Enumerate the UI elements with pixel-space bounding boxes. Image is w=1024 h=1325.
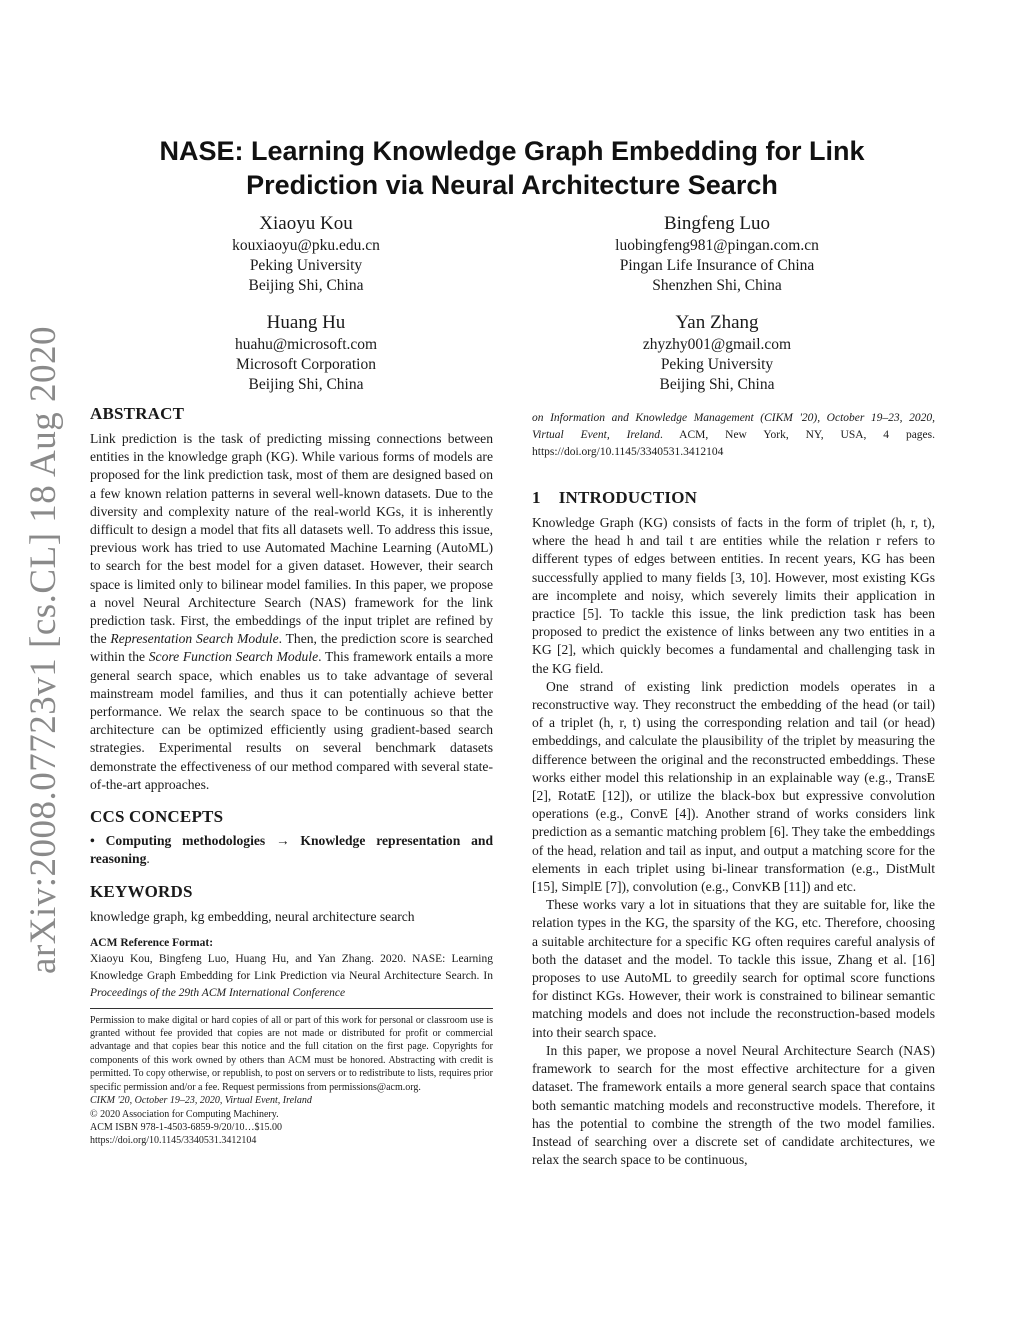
keywords-text: knowledge graph, kg embedding, neural architecture search (90, 909, 415, 925)
abstract-heading: ABSTRACT (90, 404, 185, 423)
author-name: Yan Zhang (675, 312, 759, 333)
paper-title: NASE: Learning Knowledge Graph Embedding for Link Prediction via Neural Architecture Search (159, 136, 865, 200)
right-column (532, 410, 935, 1169)
permission-notice (90, 1014, 493, 1148)
permission-text: Permission to make digital or hard copies of all or part of this work for personal or classroom use is granted without fee provided that copies are not made or distributed for profit or commercial advantage and that copies bear this notice and the full citation on the first page. Copyrights for components of this work owned by others than ACM must be honored. Abstracting with credit is permitted. To copy otherwise, or republish, to post on servers or to redistribute to lists, requires prior specific permission and/or a fee. Request permissions from permissions@acm.org. (90, 1014, 493, 1093)
author-affiliation: Peking University (249, 257, 363, 274)
author-name: Xiaoyu Kou (259, 213, 353, 234)
acm-reference-venue: Proceedings of the 29th ACM International Conference (90, 986, 346, 999)
author-email: kouxiaoyu@pku.edu.cn (232, 237, 380, 254)
copyright-line: © 2020 Association for Computing Machinery. (90, 1108, 279, 1120)
author-block (141, 213, 471, 296)
isbn-line: ACM ISBN 978-1-4503-6859-9/20/10…$15.00 (90, 1121, 282, 1133)
introduction-heading: 1 INTRODUCTION (532, 488, 698, 507)
conference-line: CIKM '20, October 19–23, 2020, Virtual Event, Ireland (90, 1095, 312, 1107)
author-block (141, 312, 471, 395)
abstract-text: Link prediction is the task of predicting missing connections between entities in the knowledge graph (KG). While various forms of models are proposed for the link prediction task, most of them are designed based on a few known relation patterns in several well-known datasets. Due to the diversity and complexity nature of the real-world KGs, it is inherently difficult to design a model that fits all datasets well. To address this issue, previous work has tried to use Automated Machine Learning (AutoML) to search for the best model for a given dataset. However, their search space is limited only to bilinear model families. In this paper, we propose a novel Neural Architecture Search (NAS) framework for the link prediction task. First, the embeddings of the input triplet are refined by the Representation Search Module. Then, the prediction score is searched within the Score Function Search Module. This framework entails a more general search space, which enables us to take advantage of several mainstream model families, and thus it can potentially achieve better performance. We relax the search space to be continuous so that the architecture can be optimized efficiently using gradient-based search strategies. Experimental results on several benchmark datasets demonstrate the effectiveness of our method compared with several state-of-the-art approaches. (90, 431, 493, 792)
ccs-concepts: • Computing methodologies → Knowledge representation and reasoning. (90, 833, 493, 867)
author-email: zhyzhy001@gmail.com (642, 336, 792, 353)
author-name: Bingfeng Luo (663, 213, 771, 234)
author-block (552, 312, 882, 395)
author-location: Beijing Shi, China (248, 376, 364, 393)
author-email: huahu@microsoft.com (234, 336, 378, 353)
author-email: luobingfeng981@pingan.com.cn (615, 237, 819, 254)
intro-paragraph: In this paper, we propose a novel Neural Architecture Search (NAS) framework to search for the most effective architecture for a given dataset. The framework entails a more general search space that contains both semantic matching models and reconstructive models. Therefore, it has the potential to combine the strength of the two model families. Instead of searching over a discrete set of candidate architectures, we relax the search space to be continuous, (532, 1042, 935, 1168)
intro-paragraph: One strand of existing link prediction models operates in a reconstructive way. They reconstruct the embedding of the head (or tail) of a triplet (h, r, t) using the corresponding relation and tail (or head) embeddings, and calculate the plausibility of the triplet by measuring the difference between the original and the reconstructed embeddings. These works either model this relationship in an explainable way (e.g., TransE [2], RotatE [12]), or utilize the black-box but expressive convolution operations (e.g., ConvE [4]). Another strand of works considers link prediction as a semantic matching problem [6]. They take the embeddings of the head, relation and tail as input, and output a matching score for the elements in each triplet using bi-linear transformation (e.g., DistMult [15], SimplE [7]), convolution (e.g., ConvKB [11]) and etc. (532, 678, 935, 895)
doi-line: https://doi.org/10.1145/3340531.3412104 (90, 1135, 257, 1147)
acm-reference-continuation: on Information and Knowledge Management (CIKM '20), October 19–23, 2020, Virtual Event, Ireland. ACM, New York, NY, USA, 4 pages. https://doi.org/10.1145/3340531.3412104 (532, 412, 936, 458)
acm-reference-label: ACM Reference Format: (90, 936, 214, 949)
keywords-heading: KEYWORDS (90, 882, 193, 902)
ccs-heading: CCS CONCEPTS (90, 807, 224, 827)
author-location: Beijing Shi, China (659, 376, 775, 393)
author-location: Beijing Shi, China (248, 277, 364, 294)
left-column (90, 404, 493, 1148)
author-affiliation: Peking University (660, 356, 774, 373)
intro-paragraph: These works vary a lot in situations that they are suitable for, like the relation types in the KG, the sparsity of the KG, etc. Therefore, choosing a suitable architecture for a specific KG often requires careful analysis of both the dataset and the model. To tackle this issue, Zhang et al. [16] proposes to use AutoML to greedily search for optimal score functions for distinct KGs. However, their work is constrained to bilinear semantic matching models and does not include the reconstruction-based models into their search space. (532, 897, 935, 1040)
author-location: Shenzhen Shi, China (652, 277, 782, 294)
author-block (552, 213, 882, 296)
footnote-rule (90, 1008, 493, 1009)
acm-reference-text: Xiaoyu Kou, Bingfeng Luo, Huang Hu, and Yan Zhang. 2020. NASE: Learning Knowledge Graph Embedding for Link Prediction via Neural Architecture Search. In Proceedings of the 29th ACM International Conference (90, 952, 493, 999)
author-name: Huang Hu (266, 312, 346, 333)
intro-paragraph: Knowledge Graph (KG) consists of facts in the form of triplet (h, r, t), where the head h and tail t are entities while the relation r refers to different types of edges between entities. In recent years, KG has been successfully applied to many fields [3, 10]. However, most existing KGs are incomplete and noisy, which severely limits their application in practice [5]. To tackle this issue, the link prediction task has been proposed to predict the existence of links between any two entities in a KG [2], which quickly becomes a fundamental and challenging task in the KG field. (532, 515, 935, 676)
author-affiliation: Microsoft Corporation (236, 356, 376, 373)
author-affiliation: Pingan Life Insurance of China (619, 257, 815, 274)
arxiv-stamp: arXiv:2008.07723v1 [cs.CL] 18 Aug 2020 (23, 326, 64, 974)
